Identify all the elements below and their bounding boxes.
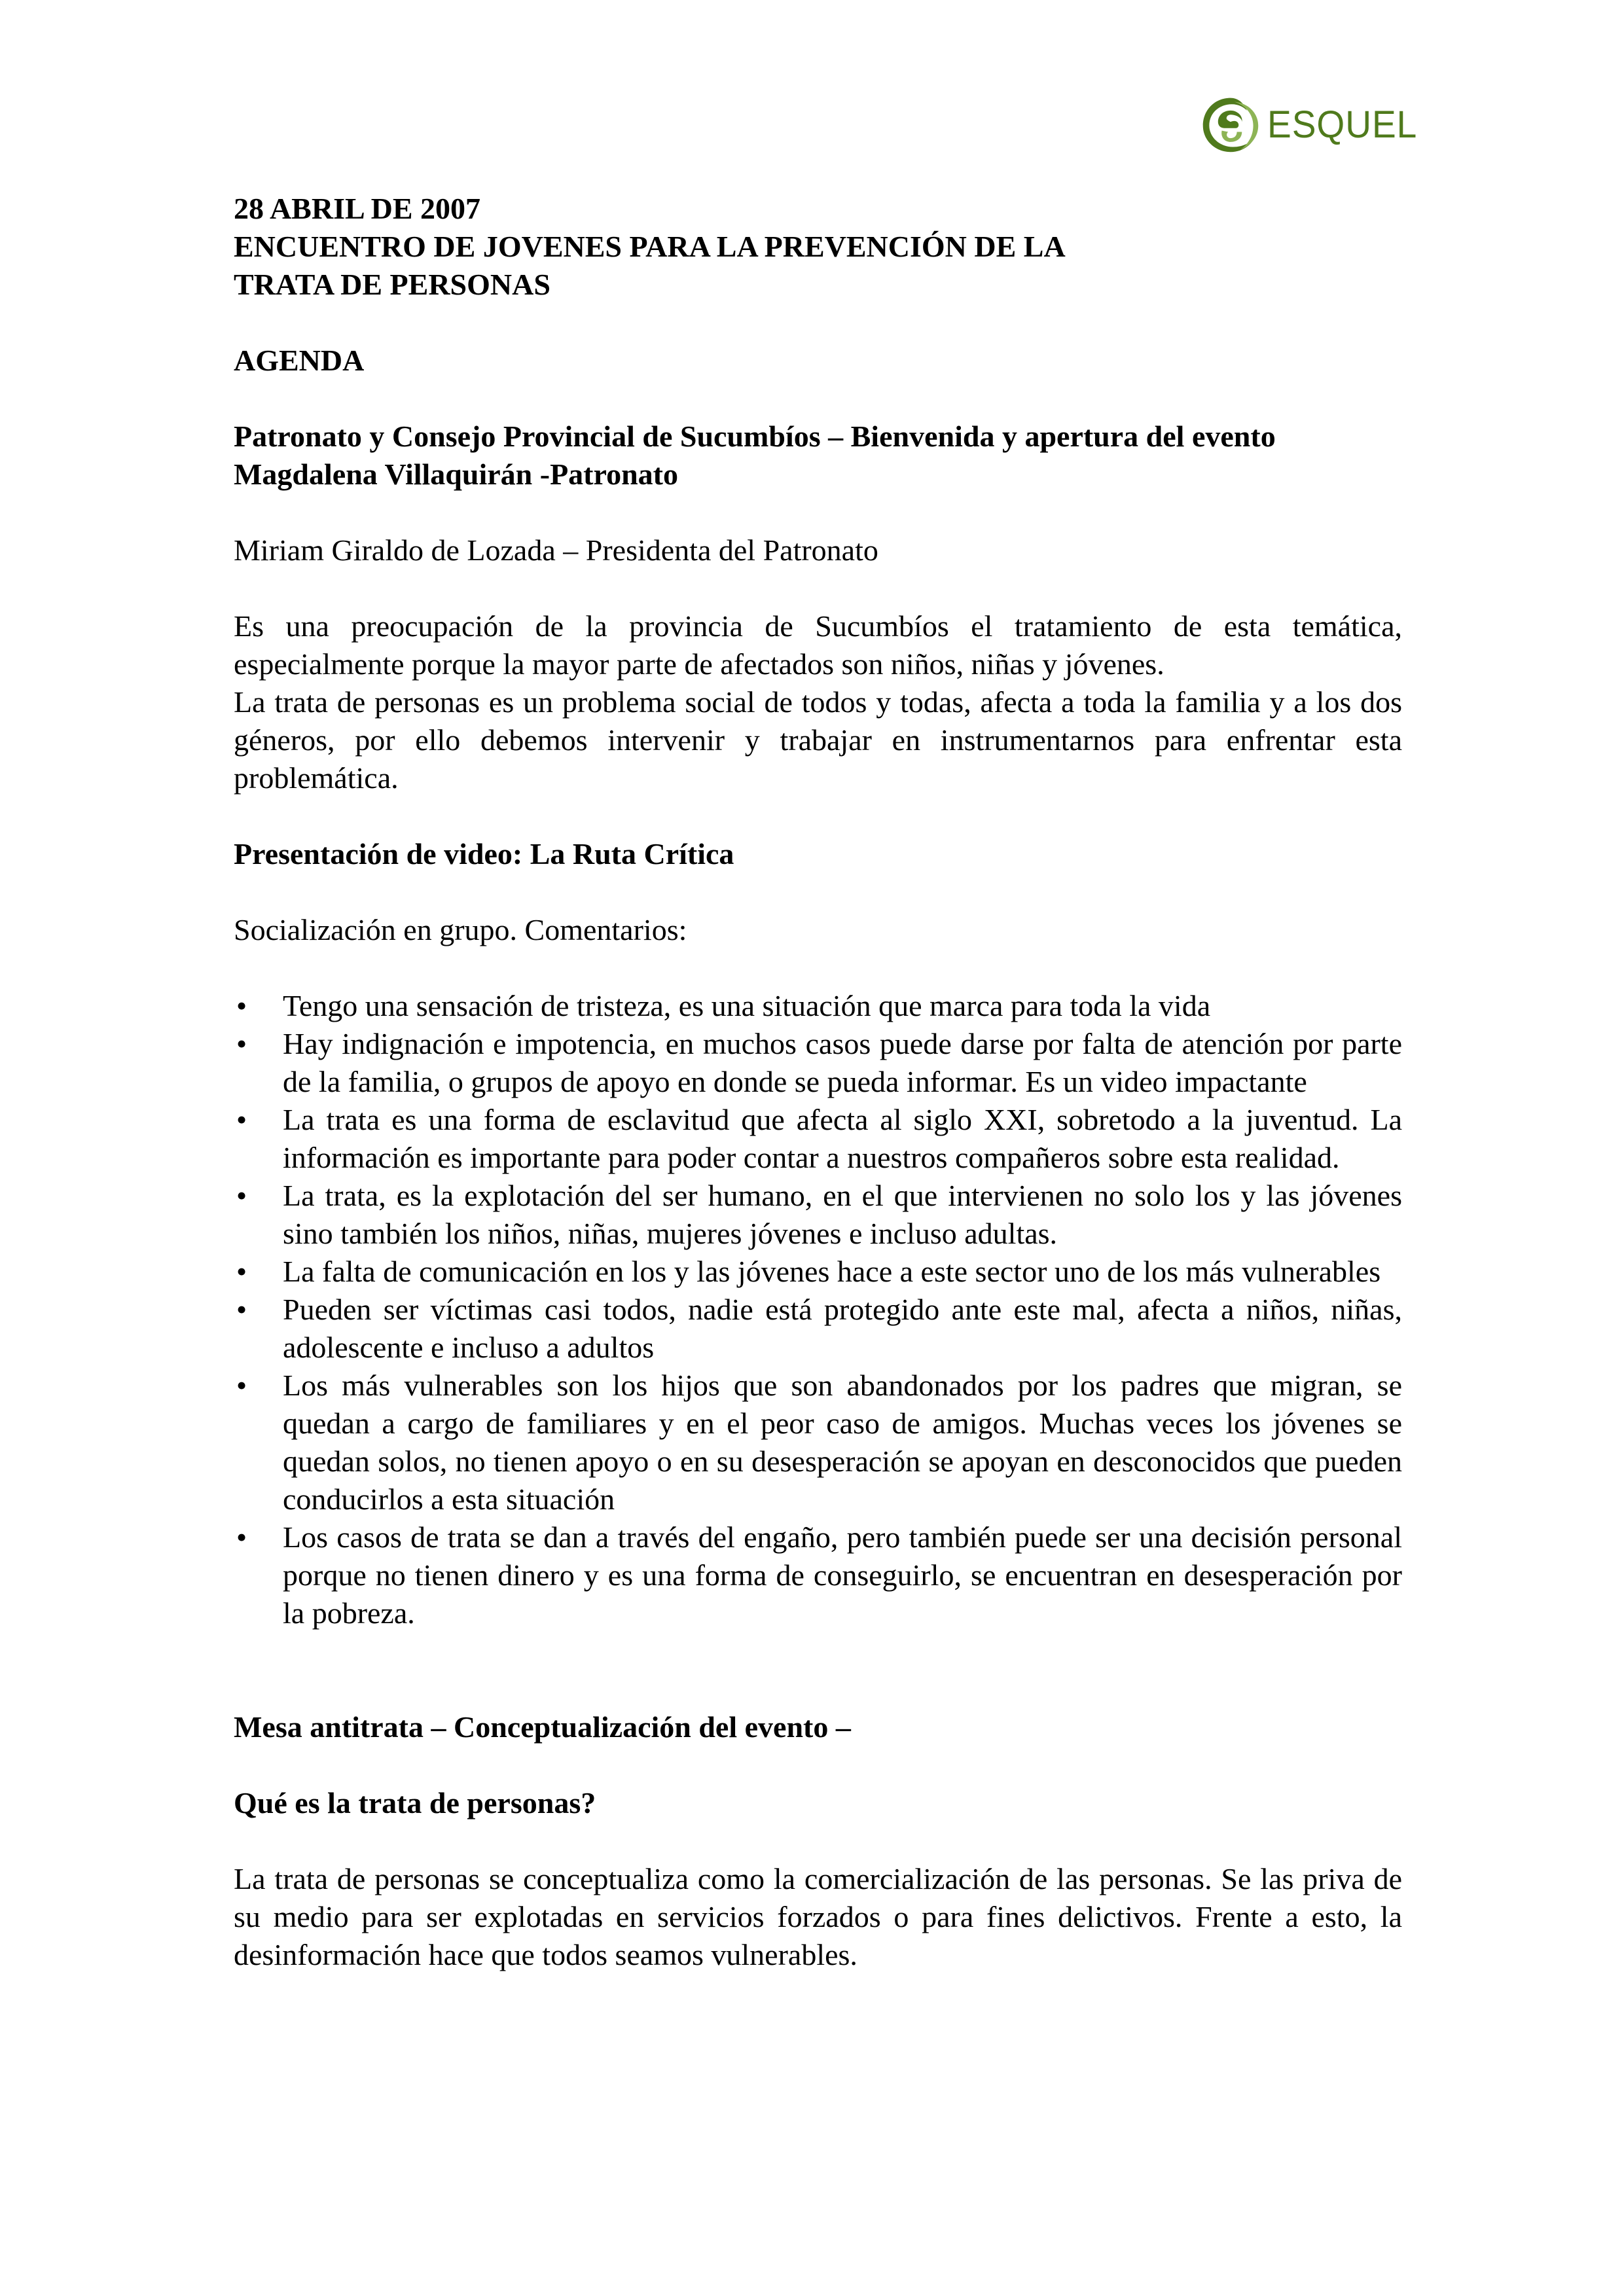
- welcome-heading: Patronato y Consejo Provincial de Sucumbíos – Bienvenida y apertura del evento: [234, 420, 1276, 453]
- comment-text: La trata, es la explotación del ser humano, en el que intervienen no solo los y las jóvenes sino también los niños, niñas, mujeres jóvenes e incluso adultas.: [283, 1179, 1402, 1250]
- agenda-heading: AGENDA: [234, 344, 365, 377]
- list-item: [234, 1101, 1402, 1177]
- video-heading: Presentación de video: La Ruta Crítica: [234, 837, 734, 870]
- list-item: [234, 1518, 1402, 1632]
- esquel-logo-text: ESQUEL: [1267, 103, 1418, 146]
- bullet-icon: •: [236, 1103, 247, 1136]
- list-item: [234, 1367, 1402, 1518]
- bullet-icon: •: [236, 1179, 247, 1212]
- list-item: [234, 1025, 1402, 1101]
- bullet-icon: •: [236, 989, 247, 1022]
- welcome-paragraph-2: La trata de personas es un problema social de todos y todas, afecta a toda la familia y a los dos géneros, por ello debemos intervenir y trabajar en instrumentarnos para enfrentar esta problemática.: [234, 685, 1402, 795]
- esquel-logo: [1199, 92, 1425, 157]
- definition-heading: Qué es la trata de personas?: [234, 1786, 596, 1820]
- comment-text: Pueden ser víctimas casi todos, nadie está protegido ante este mal, afecta a niños, niñas, adolescente e incluso a adultos: [283, 1293, 1402, 1364]
- bullet-icon: •: [236, 1369, 247, 1402]
- list-item: [234, 987, 1402, 1025]
- bullet-icon: •: [236, 1520, 247, 1554]
- comment-text: La trata es una forma de esclavitud que afecta al siglo XXI, sobretodo a la juventud. La información es importante para poder contar a nuestros compañeros sobre esta realidad.: [283, 1103, 1402, 1174]
- definition-paragraph: La trata de personas se conceptualiza como la comercialización de las personas. Se las priva de su medio para ser explotadas en servicios forzados o para fines delictivos. Frente a esto, la desinformación hace que todos seamos vulnerables.: [234, 1862, 1402, 1971]
- bullet-icon: •: [236, 1293, 247, 1326]
- comments-intro: Socialización en grupo. Comentarios:: [234, 913, 687, 946]
- list-item: [234, 1177, 1402, 1253]
- list-item: [234, 1291, 1402, 1367]
- comment-text: Los casos de trata se dan a través del engaño, pero también puede ser una decisión personal porque no tienen dinero y es una forma de conseguirlo, se encuentran en desesperación por la pobreza.: [283, 1520, 1402, 1630]
- document-title-line1: ENCUENTRO DE JOVENES PARA LA PREVENCIÓN DE LA: [234, 230, 1066, 263]
- comments-list: [234, 987, 1402, 1632]
- document-title-line2: TRATA DE PERSONAS: [234, 268, 550, 301]
- comment-text: Los más vulnerables son los hijos que son abandonados por los padres que migran, se quedan a cargo de familiares y en el peor caso de amigos. Muchas veces los jóvenes se quedan solos, no tienen apoyo o en su desesperación se apoyan en desconocidos que pueden conducirlos a esta situación: [283, 1369, 1402, 1516]
- welcome-paragraph-1: Es una preocupación de la provincia de Sucumbíos el tratamiento de esta temática, especialmente porque la mayor parte de afectados son niños, niñas y jóvenes.: [234, 609, 1402, 681]
- comment-text: Tengo una sensación de tristeza, es una situación que marca para toda la vida: [283, 989, 1211, 1022]
- welcome-speaker-heading: Magdalena Villaquirán -Patronato: [234, 457, 678, 491]
- bullet-icon: •: [236, 1255, 247, 1288]
- document-date: 28 ABRIL DE 2007: [234, 192, 481, 225]
- mesa-antitrata-heading: Mesa antitrata – Conceptualización del evento –: [234, 1710, 851, 1744]
- speaker-line: Miriam Giraldo de Lozada – Presidenta del Patronato: [234, 533, 878, 567]
- comment-text: Hay indignación e impotencia, en muchos casos puede darse por falta de atención por parte de la familia, o grupos de apoyo en donde se pueda informar. Es un video impactante: [283, 1027, 1402, 1098]
- document-body: [234, 190, 1402, 1974]
- bullet-icon: •: [236, 1027, 247, 1060]
- esquel-swirl-logo-icon: [1199, 93, 1262, 156]
- list-item: [234, 1253, 1402, 1291]
- comment-text: La falta de comunicación en los y las jóvenes hace a este sector uno de los más vulnerables: [283, 1255, 1381, 1288]
